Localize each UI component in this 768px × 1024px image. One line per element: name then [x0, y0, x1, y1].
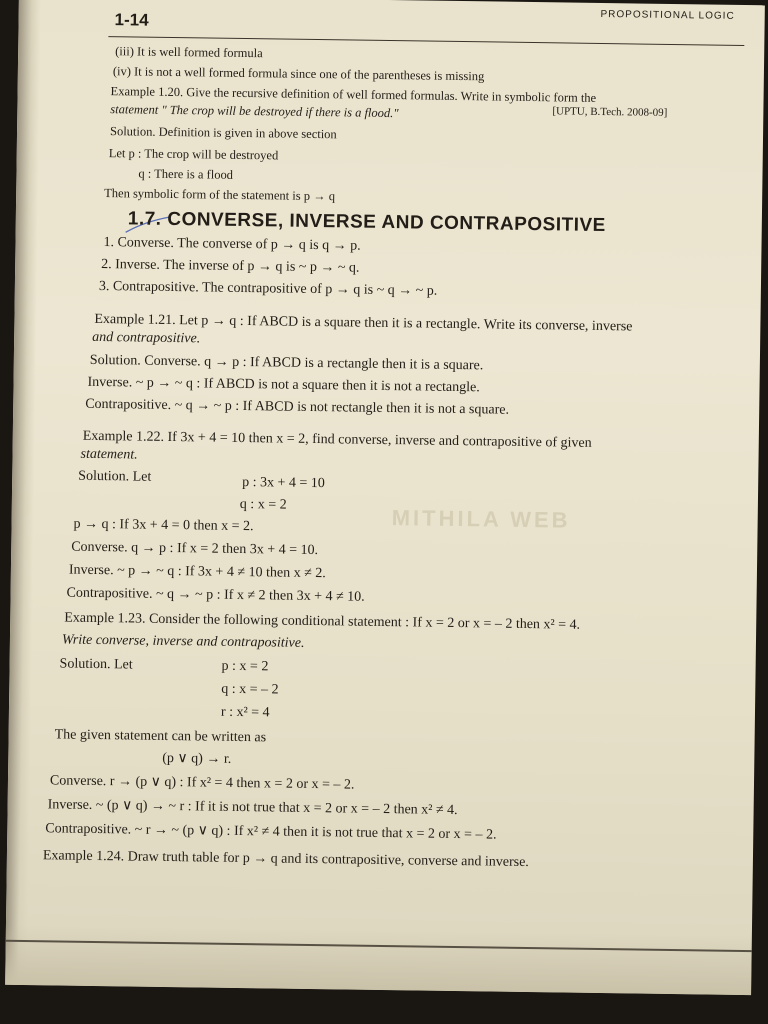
watermark: MITHILA WEB: [391, 505, 571, 533]
text-line: (iv) It is not a well formed formula since one of the parentheses is missing: [112, 64, 485, 84]
solution-converse: Converse. q → p : If x = 2 then 3x + 4 = 10.: [71, 539, 319, 559]
text-line: statement.: [80, 446, 138, 463]
textbook-page: [5, 0, 765, 995]
page-number: 1-14: [114, 10, 149, 30]
solution-converse: Converse. r → (p ∨ q) : If x² = 4 then x = 2 or x = – 2.: [49, 773, 355, 793]
page-shadow: [5, 925, 752, 995]
statement-r: r : x² = 4: [220, 704, 270, 721]
solution-contrapositive: Contrapositive. ~ q → ~ p : If x ≠ 2 then 3x + 4 ≠ 10.: [66, 585, 365, 605]
statement-p: p : 3x + 4 = 10: [242, 475, 325, 492]
solution-label: Solution. Let: [78, 468, 152, 485]
solution-line: Solution. Definition is given in above section: [109, 124, 337, 142]
text-line: statement " The crop will be destroyed if there is a flood.": [110, 102, 399, 121]
solution-contrapositive: Contrapositive. ~ r → ~ (p ∨ q) : If x² ≠ 4 then it is not true that x = 2 or x = – 2.: [45, 821, 497, 843]
text-line: Then symbolic form of the statement is p → q: [104, 186, 336, 204]
text-line: and contrapositive.: [92, 329, 201, 347]
solution-inverse: Inverse. ~ p → ~ q : If 3x + 4 ≠ 10 then x ≠ 2.: [68, 562, 326, 582]
text-line: (iii) It is well formed formula: [115, 44, 263, 61]
solution-inverse: Inverse. ~ (p ∨ q) → ~ r : If it is not true that x = 2 or x = – 2 then x² ≠ 4.: [47, 797, 458, 819]
example-1-21-title: Example 1.21. Let p → q : If ABCD is a square then it is a rectangle. Write its converse, inverse: [94, 311, 633, 335]
implication: p → q : If 3x + 4 = 0 then x = 2.: [73, 516, 254, 535]
exam-reference: [UPTU, B.Tech. 2008-09]: [552, 105, 668, 119]
definition-inverse: 2. Inverse. The inverse of p → q is ~ p → ~ q.: [101, 257, 360, 276]
solution-converse: Solution. Converse. q → p : If ABCD is a rectangle then it is a square.: [89, 352, 484, 374]
given-form: (p ∨ q) → r.: [162, 750, 232, 767]
example-1-24-title: Example 1.24. Draw truth table for p → q and its contrapositive, converse and inverse.: [42, 848, 529, 871]
statement-q: q : x = – 2: [221, 681, 279, 698]
statement-q: q : x = 2: [239, 496, 287, 513]
text-line: Write converse, inverse and contrapositive.: [61, 632, 305, 651]
definition-converse: 1. Converse. The converse of p → q is q → p.: [103, 235, 361, 254]
page-binding: [5, 0, 41, 985]
section-heading: 1.7. CONVERSE, INVERSE AND CONTRAPOSITIVE: [127, 208, 606, 237]
text-line: The given statement can be written as: [54, 727, 267, 746]
text-line: q : There is a flood: [138, 166, 234, 182]
solution-label: Solution. Let: [59, 656, 133, 673]
example-1-20-title: Example 1.20. Give the recursive definition of well formed formulas. Write in symbolic form the: [110, 84, 597, 105]
solution-contrapositive: Contrapositive. ~ q → ~ p : If ABCD is not rectangle then it is not a square.: [85, 396, 510, 418]
definition-contrapositive: 3. Contrapositive. The contrapositive of p → q is ~ q → ~ p.: [98, 278, 438, 299]
example-1-22-title: Example 1.22. If 3x + 4 = 10 then x = 2, find converse, inverse and contrapositive of given: [82, 428, 592, 451]
solution-inverse: Inverse. ~ p → ~ q : If ABCD is not a square then it is not a rectangle.: [87, 374, 480, 396]
text-line: Let p : The crop will be destroyed: [108, 146, 279, 163]
statement-p: p : x = 2: [221, 658, 269, 675]
example-1-23-title: Example 1.23. Consider the following conditional statement : If x = 2 or x = – 2 then x² = 4.: [64, 610, 581, 633]
running-head: PROPOSITIONAL LOGIC: [600, 8, 735, 22]
